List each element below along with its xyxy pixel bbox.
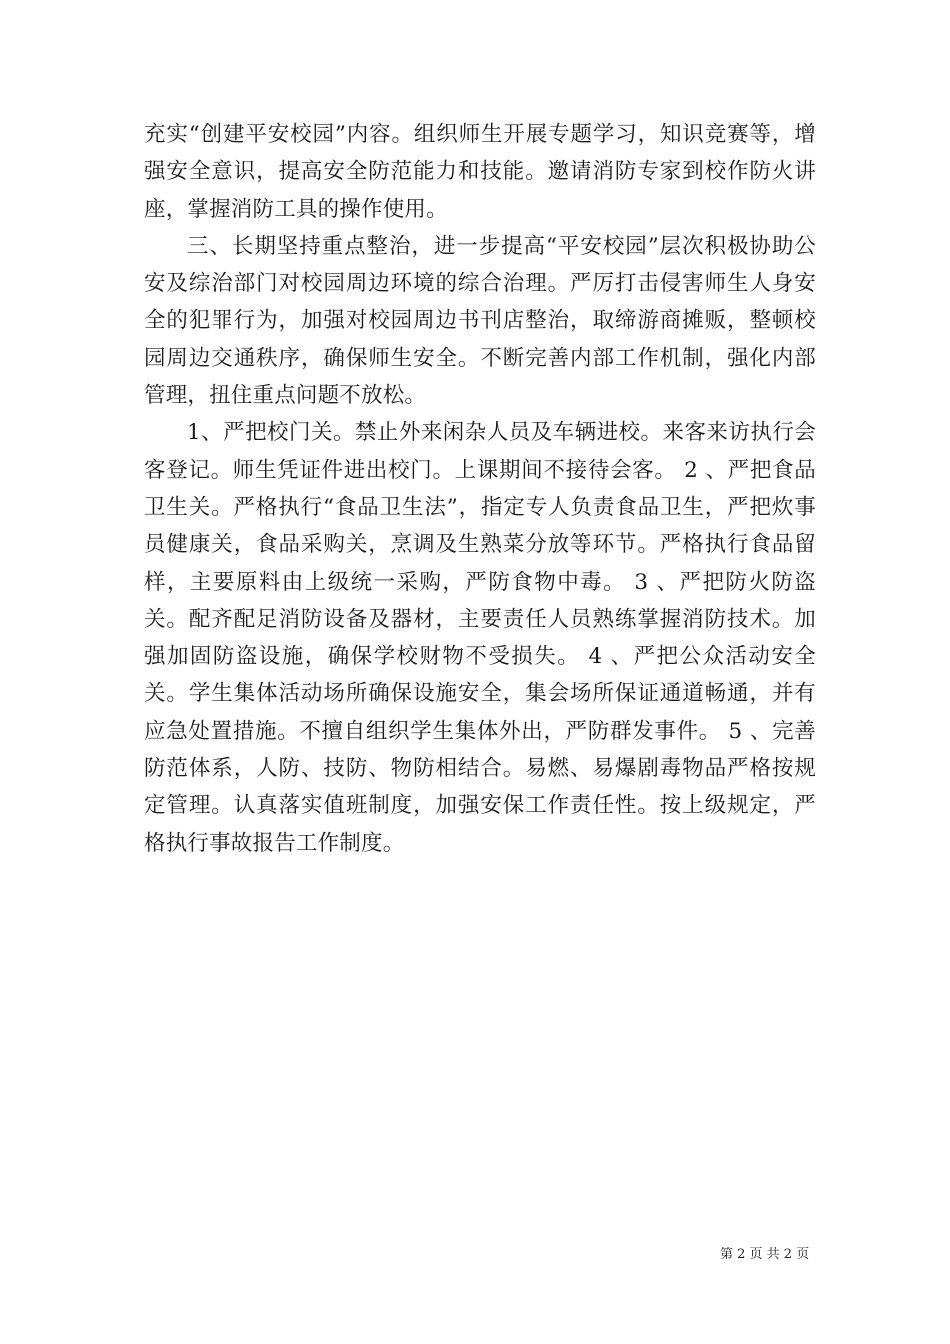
paragraph-1: 充实“创建平安校园”内容。组织师生开展专题学习，知识竞赛等，增强安全意识，提高安全防范能力和技能。邀请消防专家到校作防火讲座，掌握消防工具的操作使用。 [144, 122, 816, 222]
document-body [144, 116, 816, 862]
paragraph-2: 三、长期坚持重点整治，进一步提高“平安校园”层次积极协助公安及综治部门对校园周边环境的综合治理。严厉打击侵害师生人身安全的犯罪行为，加强对校园周边书刊店整治，取缔游商摊贩，整顿校园周边交通秩序，确保师生安全。不断完善内部工作机制，强化内部管理，扭住重点问题不放松。 [144, 233, 816, 409]
paragraph-3: 1、严把校门关。禁止外来闲杂人员及车辆进校。来客来访执行会客登记。师生凭证件进出校门。上课期间不接待会客。 2 、严把食品卫生关。严格执行“食品卫生法”，指定专人负责食品卫生，严把炊事员健康关，食品采购关，烹调及生熟菜分放等环节。严格执行食品留样，主要原料由上级统一采购，严防食物中毒。 3 、严把防火防盗关。配齐配足消防设备及器材，主要责任人员熟练掌握消防技术。加强加固防盗设施，确保学校财物不受损失。 4 、严把公众活动安全关。学生集体活动场所确保设施安全，集会场所保证通道畅通，并有应急处置措施。不擅自组织学生集体外出，严防群发事件。 5 、完善防范体系，人防、技防、物防相结合。易燃、易爆剧毒物品严格按规定管理。认真落实值班制度，加强安保工作责任性。按上级规定，严格执行事故报告工作制度。 [144, 420, 816, 856]
page-number-footer: 第 2 页 共 2 页 [720, 1247, 810, 1262]
